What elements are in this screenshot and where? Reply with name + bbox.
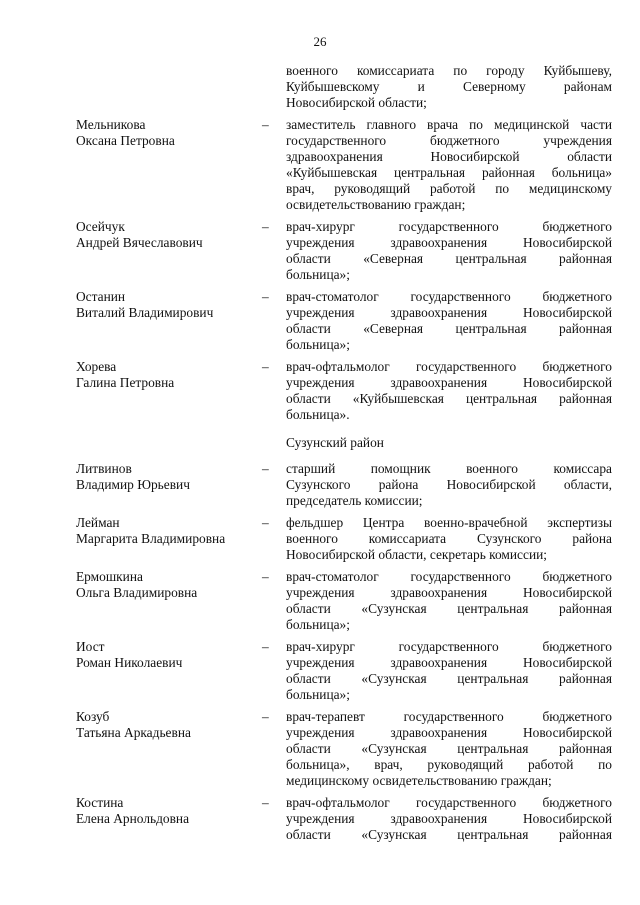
- member-position: [286, 117, 612, 213]
- member-surname: Лейман: [76, 515, 120, 530]
- desc-line: государственного бюджетного учреждения: [286, 133, 612, 148]
- member-surname: Осейчук: [76, 219, 125, 234]
- desc-line: фельдшер Центра военно-врачебной экспертизы: [286, 515, 612, 530]
- member-name: [76, 515, 262, 563]
- member-entry: [76, 569, 612, 633]
- member-surname: Останин: [76, 289, 126, 304]
- member-position: [286, 639, 612, 703]
- desc-line: Новосибирской области, секретарь комиссии;: [286, 547, 547, 562]
- entry-dash: –: [262, 795, 269, 810]
- desc-line: врач-хирург государственного бюджетного: [286, 219, 612, 234]
- desc-line: больница»;: [286, 337, 350, 352]
- desc-line: учреждения здравоохранения Новосибирской: [286, 305, 612, 320]
- desc-line: области «Северная центральная районная: [286, 251, 612, 266]
- desc-line: военного комиссариата по городу Куйбышеву,: [286, 63, 612, 78]
- member-name: [76, 639, 262, 703]
- desc-line: врач-хирург государственного бюджетного: [286, 639, 612, 654]
- section-title: Сузунский район: [286, 435, 384, 450]
- member-entry: [76, 515, 612, 563]
- continuation-entry: [76, 63, 612, 111]
- member-given-name: Оксана Петровна: [76, 133, 175, 148]
- desc-line: учреждения здравоохранения Новосибирской: [286, 235, 612, 250]
- member-entry: [76, 117, 612, 213]
- member-given-name: Виталий Владимирович: [76, 305, 214, 320]
- desc-line: Куйбышевскому и Северному районам: [286, 79, 612, 94]
- desc-line: больница»;: [286, 617, 350, 632]
- member-entry: [76, 709, 612, 789]
- page-number: 26: [313, 34, 327, 49]
- desc-line: Сузунского района Новосибирской области,: [286, 477, 612, 492]
- member-surname: Иост: [76, 639, 105, 654]
- entry-dash: –: [262, 461, 269, 476]
- member-name: [76, 461, 262, 509]
- member-position: [286, 359, 612, 423]
- member-given-name: Маргарита Владимировна: [76, 531, 226, 546]
- desc-line: военного комиссариата Сузунского района: [286, 531, 612, 546]
- member-surname: Ермошкина: [76, 569, 143, 584]
- desc-line: врач-офтальмолог государственного бюджетного: [286, 359, 612, 374]
- document-body: [76, 63, 612, 849]
- desc-line: старший помощник военного комиссара: [286, 461, 612, 476]
- member-name: [76, 117, 262, 213]
- entry-dash-empty: [262, 63, 286, 111]
- member-surname: Костина: [76, 795, 124, 810]
- desc-line: «Куйбышевская центральная районная больница»: [286, 165, 612, 180]
- member-position: [286, 709, 612, 789]
- desc-line: больница»;: [286, 687, 350, 702]
- desc-line: больница».: [286, 407, 350, 422]
- desc-line: врач-стоматолог государственного бюджетного: [286, 289, 612, 304]
- entry-dash: –: [262, 639, 269, 654]
- entry-dash: –: [262, 515, 269, 530]
- desc-line: области «Куйбышевская центральная районная: [286, 391, 612, 406]
- entry-dash: –: [262, 289, 269, 304]
- member-position: [286, 289, 612, 353]
- member-entry: [76, 289, 612, 353]
- entry-name-empty: [76, 63, 262, 111]
- member-surname: Козуб: [76, 709, 110, 724]
- desc-line: освидетельствованию граждан;: [286, 197, 466, 212]
- member-position: [286, 219, 612, 283]
- member-entry: [76, 359, 612, 423]
- member-given-name: Владимир Юрьевич: [76, 477, 190, 492]
- desc-line: учреждения здравоохранения Новосибирской: [286, 811, 612, 826]
- desc-line: медицинскому освидетельствованию граждан;: [286, 773, 552, 788]
- entry-dash: –: [262, 709, 269, 724]
- desc-line: области «Сузунская центральная районная: [286, 671, 612, 686]
- member-given-name: Татьяна Аркадьевна: [76, 725, 191, 740]
- desc-line: председатель комиссии;: [286, 493, 423, 508]
- desc-line: здравоохранения Новосибирской области: [286, 149, 612, 164]
- desc-line: врач-офтальмолог государственного бюджетного: [286, 795, 612, 810]
- desc-line: области «Сузунская центральная районная: [286, 827, 612, 842]
- entry-dash: –: [262, 359, 269, 374]
- entry-description: [286, 63, 612, 111]
- desc-line: учреждения здравоохранения Новосибирской: [286, 585, 612, 600]
- member-given-name: Галина Петровна: [76, 375, 175, 390]
- member-name: [76, 219, 262, 283]
- entry-dash: –: [262, 219, 269, 234]
- desc-line: области «Северная центральная районная: [286, 321, 612, 336]
- member-given-name: Ольга Владимировна: [76, 585, 198, 600]
- entry-dash: –: [262, 569, 269, 584]
- desc-line: учреждения здравоохранения Новосибирской: [286, 655, 612, 670]
- member-position: [286, 515, 612, 563]
- desc-line: области «Сузунская центральная районная: [286, 601, 612, 616]
- desc-line: Новосибирской области;: [286, 95, 427, 110]
- desc-line: врач-терапевт государственного бюджетного: [286, 709, 612, 724]
- member-given-name: Роман Николаевич: [76, 655, 183, 670]
- member-position: [286, 795, 612, 843]
- entry-dash: –: [262, 117, 269, 132]
- member-position: [286, 461, 612, 509]
- member-surname: Хорева: [76, 359, 117, 374]
- member-name: [76, 289, 262, 353]
- desc-line: учреждения здравоохранения Новосибирской: [286, 725, 612, 740]
- member-position: [286, 569, 612, 633]
- member-entry: [76, 639, 612, 703]
- desc-line: врач, руководящий работой по медицинскому: [286, 181, 612, 196]
- member-name: [76, 359, 262, 423]
- member-entry: [76, 219, 612, 283]
- member-surname: Мельникова: [76, 117, 146, 132]
- desc-line: врач-стоматолог государственного бюджетного: [286, 569, 612, 584]
- desc-line: области «Сузунская центральная районная: [286, 741, 612, 756]
- member-entry: [76, 795, 612, 843]
- desc-line: заместитель главного врача по медицинской части: [286, 117, 612, 132]
- member-entry: [76, 461, 612, 509]
- desc-line: учреждения здравоохранения Новосибирской: [286, 375, 612, 390]
- desc-line: больница», врач, руководящий работой по: [286, 757, 612, 772]
- member-name: [76, 709, 262, 789]
- member-given-name: Елена Арнольдовна: [76, 811, 190, 826]
- desc-line: больница»;: [286, 267, 350, 282]
- member-name: [76, 795, 262, 843]
- member-surname: Литвинов: [76, 461, 132, 476]
- member-given-name: Андрей Вячеславович: [76, 235, 203, 250]
- member-name: [76, 569, 262, 633]
